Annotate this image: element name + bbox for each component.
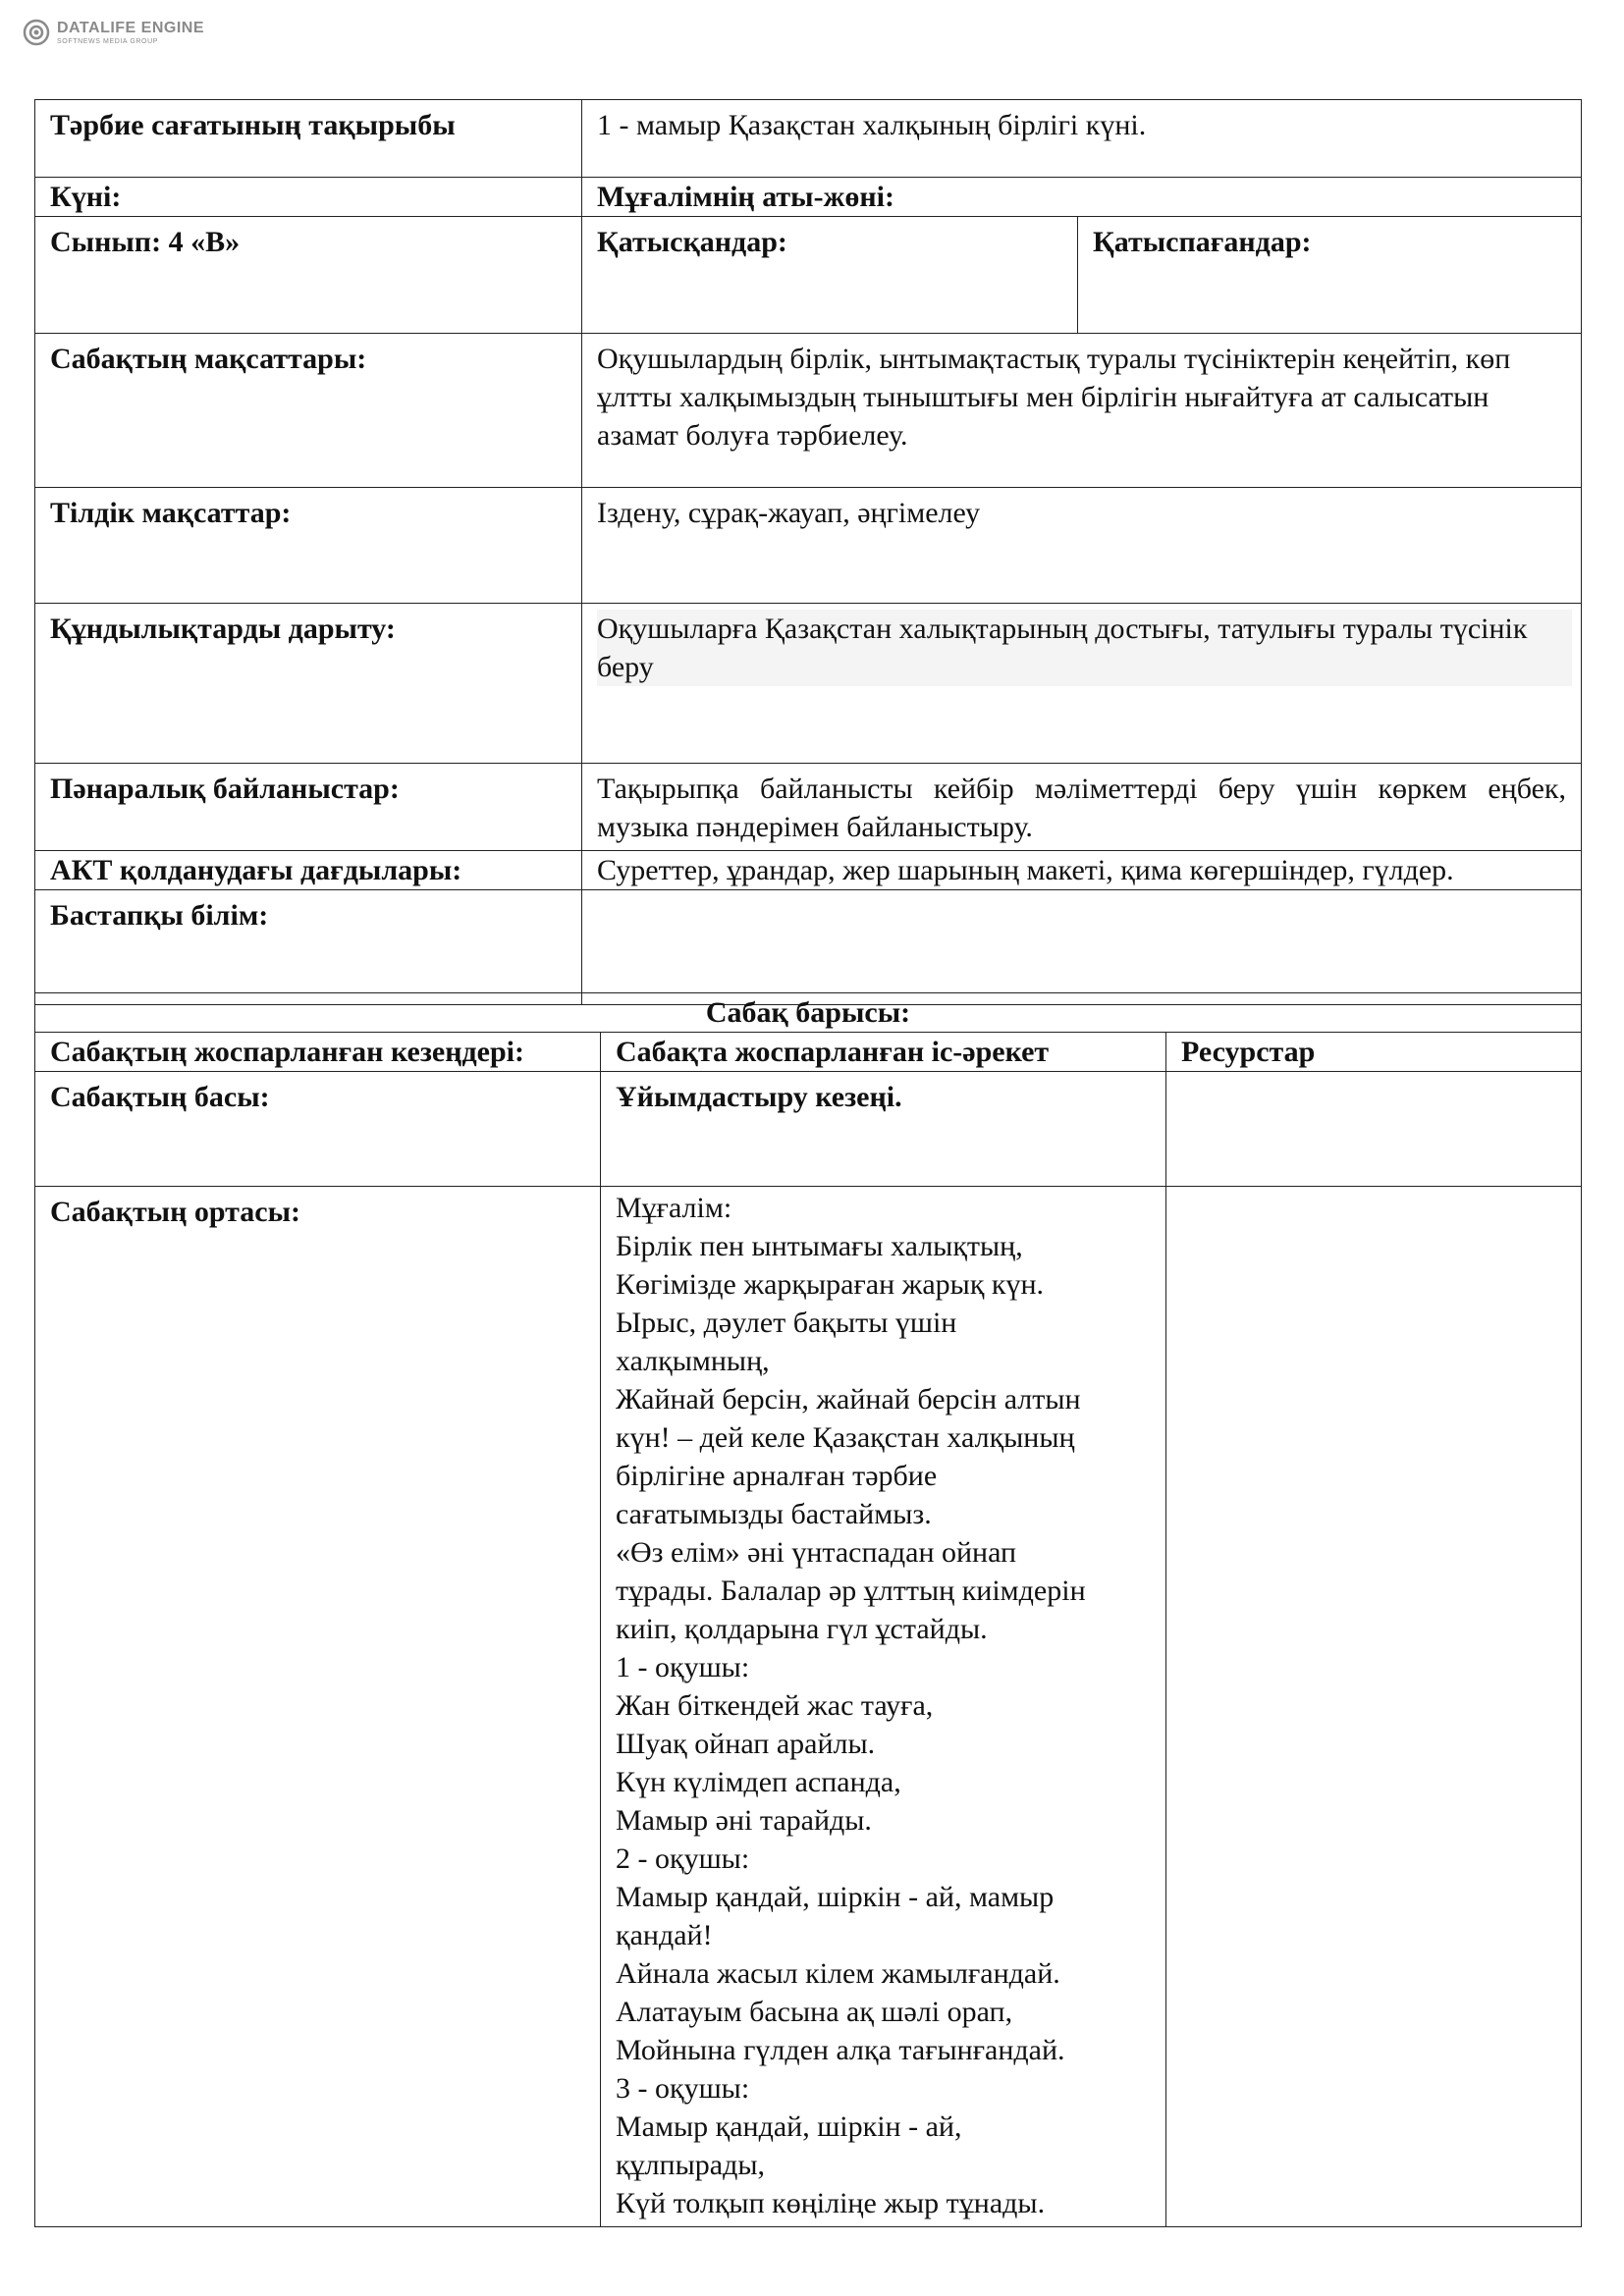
lesson-goals-label: Сабақтың мақсаттары: (35, 334, 582, 488)
column-stages-header: Сабақтың жоспарланған кезеңдері: (35, 1033, 601, 1072)
eye-icon (22, 18, 51, 47)
prior-knowledge-value (582, 890, 1582, 1005)
topic-value: 1 - мамыр Қазақстан халқының бірлігі күні. (582, 100, 1582, 178)
ict-skills-label: АКТ қолданудағы дағдылары: (35, 851, 582, 890)
table-row (35, 993, 1582, 1033)
table-row (35, 764, 1582, 851)
stage-start-resources (1166, 1072, 1582, 1187)
table-row (35, 178, 1582, 217)
ict-skills-value: Суреттер, ұрандар, жер шарының макеті, қима көгершіндер, гүлдер. (582, 851, 1582, 890)
stage-middle-resources (1166, 1187, 1582, 2227)
language-goals-label: Тілдік мақсаттар: (35, 488, 582, 604)
absent-label: Қатыспағандар: (1078, 217, 1582, 334)
prior-knowledge-label: Бастапқы білім: (35, 890, 582, 1005)
table-row (35, 604, 1582, 764)
table-row (35, 334, 1582, 488)
table-row (35, 1187, 1582, 2227)
lesson-flow-table (34, 992, 1582, 2227)
lesson-flow-heading: Сабақ барысы: (35, 993, 1582, 1033)
table-row (35, 1033, 1582, 1072)
column-resources-header: Ресурстар (1166, 1033, 1582, 1072)
cross-curricular-label: Пәнаралық байланыстар: (35, 764, 582, 851)
table-row (35, 851, 1582, 890)
stage-start-label: Сабақтың басы: (35, 1072, 601, 1187)
table-row (35, 100, 1582, 178)
table-row (35, 488, 1582, 604)
table-row (35, 890, 1582, 1005)
logo-tagline: SOFTNEWS MEDIA GROUP (57, 37, 159, 45)
lesson-goals-value: Оқушылардың бірлік, ынтымақтастық туралы түсініктерін кеңейтіп, көп ұлтты халқымыздың тыныштығы мен бірлігін нығайтуға ат салысатын азамат болуға тәрбиелеу. (582, 334, 1582, 488)
column-activity-header: Сабақта жоспарланған іс-әрекет (601, 1033, 1166, 1072)
cross-curricular-value: Тақырыпқа байланысты кейбір мәліметтерді беру үшін көркем еңбек, музыка пәндерімен байланыстыру. (582, 764, 1582, 851)
stage-middle-activity: Мұғалім: Бірлік пен ынтымағы халықтың, Көгімізде жарқыраған жарық күн. Ырыс, дәулет бақыты үшін халқымның, Жайнай берсін, жайнай берсін алтын күн! – дей келе Қазақстан халқының бірлігіне арналған тәрбие сағатымызды бастаймыз. «Өз елім» әні үнтаспадан ойнап тұрады. Балалар әр ұлттың киімдерін киіп, қолдарына гүл ұстайды. 1 - оқушы: Жан біткендей жас тауға, Шуақ ойнап арайлы. Күн күлімдеп аспанда, Мамыр әні тарайды. 2 - оқушы: Мамыр қандай, шіркін - ай, мамыр қандай! Айнала жасыл кілем жамылғандай. Алатауым басына ақ шәлі орап, Мойнына гүлден алқа тағынғандай. 3 - оқушы: Мамыр қандай, шіркін - ай, құлпырады, Күй толқып көңіліңе жыр тұнады. (601, 1187, 1166, 2227)
values-label: Құндылықтарды дарыту: (35, 604, 582, 764)
table-row (35, 217, 1582, 334)
stage-middle-label: Сабақтың ортасы: (35, 1187, 601, 2227)
logo-name: DATALIFE ENGINE (57, 19, 205, 36)
teacher-name-label: Мұғалімнің аты-жөні: (582, 178, 1582, 217)
language-goals-value: Іздену, сұрақ-жауап, әңгімелеу (582, 488, 1582, 604)
table-row (35, 1072, 1582, 1187)
lesson-info-table (34, 99, 1582, 1005)
site-logo (22, 18, 204, 47)
date-label: Күні: (35, 178, 582, 217)
present-label: Қатысқандар: (582, 217, 1078, 334)
stage-start-activity: Ұйымдастыру кезеңі. (601, 1072, 1166, 1187)
values-value: Оқушыларға Қазақстан халықтарының достығы, татулығы туралы түсінік беру (597, 610, 1572, 686)
class-label: Сынып: 4 «В» (35, 217, 582, 334)
topic-label: Тәрбие сағатының тақырыбы (35, 100, 582, 178)
